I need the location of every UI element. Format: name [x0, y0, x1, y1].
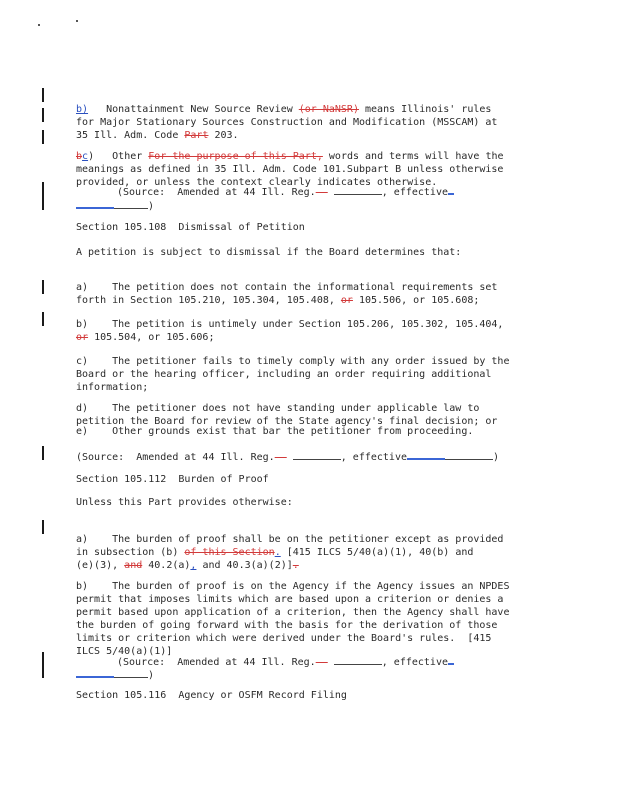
deleted-text: and — [124, 560, 143, 571]
source-note: (Source: Amended at 44 Ill. Reg. , effective — [117, 184, 454, 199]
section-heading: Section 105.108 Dismissal of Petition — [76, 222, 305, 233]
change-bar — [42, 280, 44, 294]
inserted-marker: c — [82, 151, 89, 162]
list-item-a: a) The burden of proof shall be on the petitioner except as provided in subsection (b) of this Section. [415 ILCS 5/40(a)(1), 40(b) and (e)(3), and 40.2(a), and 40.3(a)(2)]. — [76, 534, 504, 571]
section-heading: Section 105.112 Burden of Proof — [76, 474, 269, 485]
date-blank — [448, 184, 454, 195]
list-item-e: e) Other grounds exist that bar the petitioner from proceeding. — [76, 426, 474, 437]
deleted-blank — [316, 187, 328, 198]
deleted-text: . — [292, 560, 299, 571]
section-intro: Unless this Part provides otherwise: — [76, 497, 293, 508]
change-bar — [42, 520, 44, 534]
source-note-cont: ) — [76, 667, 546, 682]
list-item-b: b) The burden of proof is on the Agency if the Agency issues an NPDES permit that imposes limits which are based upon a criterion or denies a permit based upon application of a criterion, then the Agency shall have the burden of going forward with the basis for the derivation of those limits or criterion which were derived under the Board's rules. [415 ILCS 5/40(a)(1)] — [76, 581, 510, 657]
change-bar — [42, 108, 44, 122]
definition-b: b) Nonattainment New Source Review (or NaNSR) means Illinois' rules for Major Stationary Sources Construction and Modification (MSSCAM) at 35 Ill. Adm. Code Part 203. — [76, 104, 498, 141]
change-bar — [42, 88, 44, 102]
definition-c: bc) Other For the purpose of this Part, words and terms will have the meanings as defined in 35 Ill. Adm. Code 101.Subpart B unless otherwise provided, or unless the context clearly indicates otherwise. — [76, 151, 504, 188]
source-note: (Source: Amended at 44 Ill. Reg. , effective ) — [76, 449, 546, 464]
list-item-d: d) The petitioner does not have standing under applicable law to petition the Board for review of the State agency's final decision; or — [76, 403, 498, 427]
change-bar — [42, 182, 44, 210]
scan-speck — [76, 20, 78, 22]
source-note-cont: ) — [76, 198, 546, 213]
inserted-text: , — [190, 560, 197, 571]
deleted-text: Part — [184, 130, 209, 141]
list-item-c: c) The petitioner fails to timely comply with any order issued by the Board or the hearing officer, including an order requiring additional information; — [76, 356, 510, 393]
section-intro: A petition is subject to dismissal if the Board determines that: — [76, 247, 462, 258]
list-item-a: a) The petition does not contain the informational requirements set forth in Section 105.210, 105.304, 105.408, or 105.506, or 105.608; — [76, 282, 498, 306]
change-bar — [42, 130, 44, 144]
list-item-b: b) The petition is untimely under Section 105.206, 105.302, 105.404, or 105.504, or 105.606; — [76, 319, 504, 343]
change-bar — [42, 446, 44, 460]
reg-blank — [334, 185, 382, 195]
deleted-text: or — [340, 295, 353, 306]
paragraph-marker: b) — [76, 104, 89, 115]
inserted-text: . — [274, 547, 281, 558]
deleted-marker: b — [76, 151, 83, 162]
scan-speck — [38, 24, 40, 26]
deleted-text: or — [76, 332, 89, 343]
change-bar — [42, 652, 44, 678]
source-note: (Source: Amended at 44 Ill. Reg. , effective — [117, 654, 454, 669]
deleted-text: For the purpose of this Part, — [148, 151, 323, 162]
section-heading: Section 105.116 Agency or OSFM Record Filing — [76, 690, 347, 701]
deleted-text: of this Section — [184, 547, 275, 558]
deleted-text: (or NaNSR) — [298, 104, 359, 115]
change-bar — [42, 312, 44, 326]
